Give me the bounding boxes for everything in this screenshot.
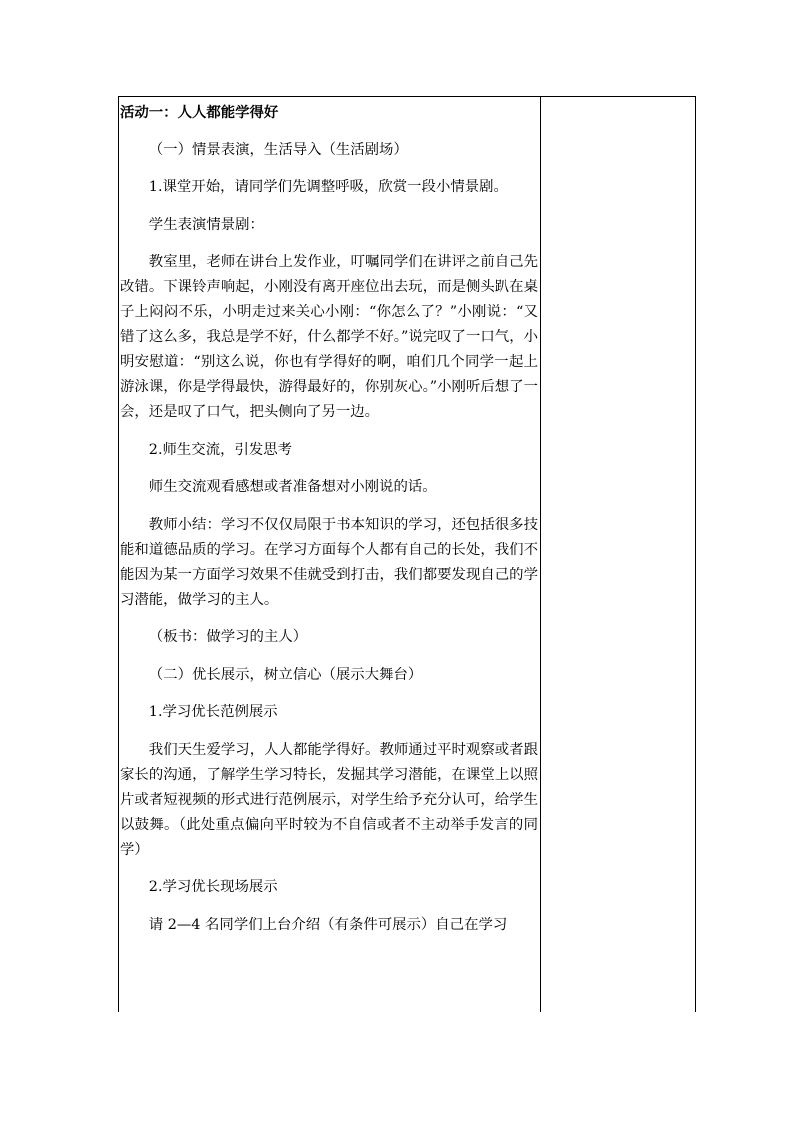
- lesson-content-cell: [120, 100, 538, 950]
- table-column-divider: [540, 96, 541, 1012]
- lesson-plan-table: [118, 96, 696, 1012]
- table-right-border: [695, 96, 696, 1012]
- skit-paragraph: 教室里，老师在讲台上发作业，叮嘱同学们在讲评之前自己先改错。下课铃声响起，小刚没有离开座位出去玩，而是侧头趴在桌子上闷闷不乐，小明走过来关心小刚：“你怎么了？”小刚说：“又错了这么多，我总是学不好，什么都学不好。”说完叹了一口气，小明安慰道：“别这么说，你也有学得好的啊，咱们几个同学一起上游泳课，你是学得最快，游得最好的，你别灰心。”小刚听后想了一会，还是叹了口气，把头侧向了另一边。: [120, 254, 538, 420]
- showcase-example-text: 我们天生爱学习，人人都能学得好。教师通过平时观察或者跟家长的沟通，了解学生学习特长，发掘其学习潜能，在课堂上以照片或者短视频的形式进行范例展示，对学生给予充分认可，给学生以鼓舞。（此处重点偏向平时较为不自信或者不主动举手发言的同学）: [120, 741, 538, 858]
- blackboard-note: （板书：做学习的主人）: [148, 629, 308, 645]
- section-title-1: （一）情景表演，生活导入（生活剧场）: [148, 141, 408, 158]
- showcase-example-title: 1.学习优长范例展示: [148, 704, 278, 720]
- teacher-summary: 教师小结：学习不仅仅局限于书本知识的学习，还包括很多技能和道德品质的学习。在学习方面每个人都有自己的长处，我们不能因为某一方面学习效果不佳就受到打击，我们都要发现自己的学习潜能，做学习的主人。: [120, 516, 538, 608]
- discussion-text: 师生交流观看感想或者准备想对小刚说的话。: [148, 479, 437, 495]
- step-2-title: 2.师生交流，引发思考: [148, 441, 293, 458]
- section-title-2: （二）优长展示，树立信心（展示大舞台）: [148, 666, 423, 683]
- table-left-border: [118, 96, 119, 1012]
- table-top-border: [118, 96, 696, 97]
- notes-column-cell: [542, 100, 694, 1000]
- skit-intro: 学生表演情景剧：: [148, 216, 264, 233]
- activity-heading: 活动一：人人都能学得好: [120, 104, 279, 121]
- live-showcase-text: 请 2—4 名同学们上台介绍（有条件可展示）自己在学习: [148, 916, 508, 933]
- live-showcase-title: 2.学习优长现场展示: [148, 879, 278, 895]
- step-1-title: 1.课堂开始，请同学们先调整呼吸，欣赏一段小情景剧。: [148, 179, 508, 195]
